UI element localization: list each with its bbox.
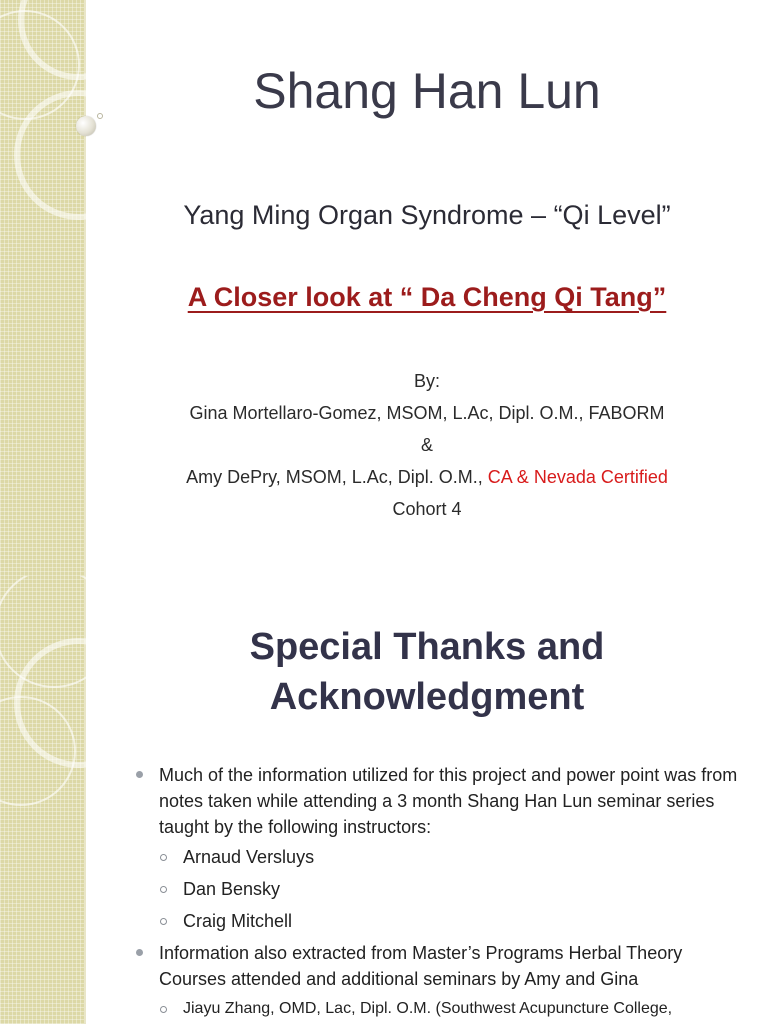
author-1: Gina Mortellaro-Gomez, MSOM, L.Ac, Dipl. O.M., FABORM [189,403,665,423]
acknowledgment-title-line-2: Acknowledgment [269,676,585,718]
acknowledgment-list [132,762,744,1024]
list-item: Information also extracted from Master’s Programs Herbal Theory Courses attended and additional seminars by Amy and Gina [132,940,744,992]
by-label: By: [413,371,440,391]
acknowledgment-title [86,622,768,722]
slide-title: Shang Han Lun [253,63,601,119]
list-item: Much of the information utilized for this project and power point was from notes taken while attending a 3 month Shang Han Lun seminar series taught by the following instructors: [132,762,744,840]
acknowledgment-slide [0,576,768,1024]
slide-subtitle: Yang Ming Organ Syndrome – “Qi Level” [183,200,671,230]
author-2-name: Amy DePry, MSOM, L.Ac, Dipl. O.M., [186,467,488,487]
instructor-item: Dan Bensky [132,876,744,902]
ampersand: & [420,435,433,455]
certification-note: CA & Nevada Certified [487,467,668,487]
closer-look-text: A Closer look at “ Da Cheng Qi Tang” [187,282,667,312]
author-2 [86,462,768,492]
instructor-item: Jiayu Zhang, OMD, Lac, Dipl. O.M. (Southwest Acupuncture College, [132,996,744,1022]
acknowledgment-title-line-1: Special Thanks and [249,626,605,668]
credits-block [86,366,768,524]
cohort: Cohort 4 [392,499,462,519]
instructor-item: Craig Mitchell [132,908,744,934]
instructor-item: Arnaud Versluys [132,844,744,870]
closer-look-heading [86,282,768,313]
